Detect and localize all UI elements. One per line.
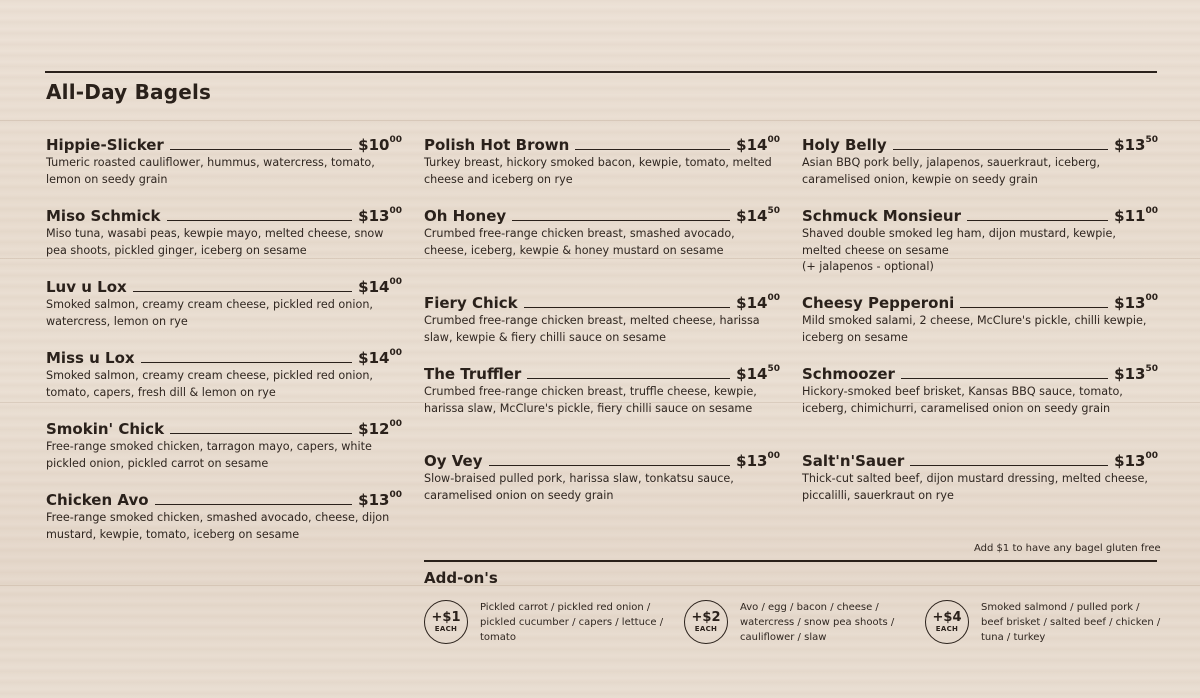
addon-group[interactable] xyxy=(925,600,1161,645)
leader-line xyxy=(512,220,730,221)
menu-item[interactable] xyxy=(46,203,402,274)
item-price: $\$13^{00}$ xyxy=(358,490,402,509)
item-name: Schmuck Monsieur xyxy=(802,207,962,225)
item-name: Luv u Lox xyxy=(46,278,127,296)
menu-item[interactable] xyxy=(46,487,402,558)
addon-divider xyxy=(424,560,1157,562)
menu-column-3 xyxy=(802,132,1158,519)
item-note: (+ jalapenos - optional) xyxy=(802,260,934,273)
item-name: Salt'n'Sauer xyxy=(802,452,905,470)
item-description: Thick-cut salted beef, dijon mustard dressing, melted cheese, piccalilli, sauerkraut on rye xyxy=(802,472,1148,502)
leader-line xyxy=(910,465,1108,466)
menu-item[interactable] xyxy=(424,448,780,519)
badge-each: EACH xyxy=(694,624,718,633)
menu-item[interactable] xyxy=(424,361,780,448)
item-name: Miss u Lox xyxy=(46,349,135,367)
badge-price: +$4 xyxy=(932,609,962,625)
leader-line xyxy=(489,465,731,466)
leader-line xyxy=(141,362,353,363)
menu-item[interactable] xyxy=(424,290,780,361)
addon-group[interactable] xyxy=(684,600,910,645)
addon-items: Smoked salmond / pulled pork / beef brisket / salted beef / chicken / tuna / turkey xyxy=(981,602,1161,643)
leader-line xyxy=(170,433,352,434)
item-price: $\$14^{50}$ xyxy=(736,364,780,383)
menu-item[interactable] xyxy=(802,290,1158,361)
leader-line xyxy=(527,378,730,379)
price-badge xyxy=(925,600,969,644)
badge-price: +$1 xyxy=(431,609,461,625)
menu-column-1 xyxy=(46,132,402,558)
price-badge xyxy=(424,600,468,644)
leader-line xyxy=(170,149,352,150)
gluten-free-note: Add $1 to have any bagel gluten free xyxy=(974,543,1161,554)
item-price: $\$13^{00}$ xyxy=(1114,451,1158,470)
item-name: Chicken Avo xyxy=(46,491,149,509)
menu-item[interactable] xyxy=(802,132,1158,203)
item-description: Smoked salmon, creamy cream cheese, pickled red onion, watercress, lemon on rye xyxy=(46,298,373,328)
item-description: Crumbed free-range chicken breast, smashed avocado, cheese, iceberg, kewpie & honey mustard on sesame xyxy=(424,227,735,257)
menu-item[interactable] xyxy=(802,448,1158,519)
leader-line xyxy=(893,149,1108,150)
section-title: All-Day Bagels xyxy=(46,80,212,104)
menu-column-2 xyxy=(424,132,780,519)
menu-item[interactable] xyxy=(802,361,1158,448)
item-description: Mild smoked salami, 2 cheese, McClure's pickle, chilli kewpie, iceberg on sesame xyxy=(802,314,1147,344)
leader-line xyxy=(133,291,352,292)
item-description: Free-range smoked chicken, smashed avocado, cheese, dijon mustard, kewpie, tomato, iceberg on sesame xyxy=(46,511,390,541)
item-price: $\$14^{50}$ xyxy=(736,206,780,225)
item-price: $\$14^{00}$ xyxy=(736,135,780,154)
menu-item[interactable] xyxy=(46,416,402,487)
item-price: $\$10^{00}$ xyxy=(358,135,402,154)
badge-each: EACH xyxy=(434,624,458,633)
item-description: Miso tuna, wasabi peas, kewpie mayo, melted cheese, snow pea shoots, pickled ginger, iceberg on sesame xyxy=(46,227,384,257)
item-price: $\$13^{00}$ xyxy=(1114,293,1158,312)
addon-items: Avo / egg / bacon / cheese / watercress / snow pea shoots / cauliflower / slaw xyxy=(740,602,895,643)
leader-line xyxy=(960,307,1108,308)
item-name: Oh Honey xyxy=(424,207,507,225)
addon-group[interactable] xyxy=(424,600,670,645)
menu-item[interactable] xyxy=(46,132,402,203)
wood-grain-line xyxy=(0,120,1200,121)
leader-line xyxy=(155,504,353,505)
item-name: Holy Belly xyxy=(802,136,887,154)
leader-line xyxy=(901,378,1108,379)
item-description: Smoked salmon, creamy cream cheese, pickled red onion, tomato, capers, fresh dill & lemon on rye xyxy=(46,369,373,399)
menu-item[interactable] xyxy=(46,345,402,416)
item-description: Free-range smoked chicken, tarragon mayo, capers, white pickled onion, pickled carrot on sesame xyxy=(46,440,372,470)
item-name: Polish Hot Brown xyxy=(424,136,570,154)
item-description: Hickory-smoked beef brisket, Kansas BBQ sauce, tomato, iceberg, chimichurri, caramelised onion on seedy grain xyxy=(802,385,1123,415)
item-price: $\$12^{00}$ xyxy=(358,419,402,438)
wood-grain-line xyxy=(0,585,1200,586)
item-price: $\$14^{00}$ xyxy=(358,348,402,367)
item-price: $\$13^{50}$ xyxy=(1114,135,1158,154)
item-name: Schmoozer xyxy=(802,365,895,383)
item-price: $\$14^{00}$ xyxy=(358,277,402,296)
leader-line xyxy=(167,220,353,221)
menu-item[interactable] xyxy=(802,203,1158,290)
item-name: Smokin' Chick xyxy=(46,420,165,438)
price-badge xyxy=(684,600,728,644)
item-price: $\$11^{00}$ xyxy=(1114,206,1158,225)
menu-item[interactable] xyxy=(424,132,780,203)
item-description: Slow-braised pulled pork, harissa slaw, tonkatsu sauce, caramelised onion on seedy grain xyxy=(424,472,734,502)
item-description: Asian BBQ pork belly, jalapenos, sauerkraut, iceberg, caramelised onion, kewpie on seedy grain xyxy=(802,156,1101,186)
item-price: $\$13^{00}$ xyxy=(358,206,402,225)
item-price: $\$13^{50}$ xyxy=(1114,364,1158,383)
addon-title: Add-on's xyxy=(424,569,498,587)
item-price: $\$13^{00}$ xyxy=(736,451,780,470)
leader-line xyxy=(575,149,730,150)
item-price: $\$14^{00}$ xyxy=(736,293,780,312)
leader-line xyxy=(524,307,731,308)
badge-price: +$2 xyxy=(691,609,721,625)
item-description: Tumeric roasted cauliflower, hummus, watercress, tomato, lemon on seedy grain xyxy=(46,156,375,186)
item-description: Crumbed free-range chicken breast, truffle cheese, kewpie, harissa slaw, McClure's pickle, fiery chilli sauce on sesame xyxy=(424,385,757,415)
item-name: Hippie-Slicker xyxy=(46,136,164,154)
item-description: Shaved double smoked leg ham, dijon mustard, kewpie, melted cheese on sesame (+ jalapenos - optional) xyxy=(802,227,1116,273)
leader-line xyxy=(967,220,1108,221)
top-divider xyxy=(45,71,1157,73)
item-name: Cheesy Pepperoni xyxy=(802,294,955,312)
menu-item[interactable] xyxy=(46,274,402,345)
badge-each: EACH xyxy=(935,624,959,633)
item-description: Crumbed free-range chicken breast, melted cheese, harissa slaw, kewpie & fiery chilli sauce on sesame xyxy=(424,314,760,344)
addon-items: Pickled carrot / pickled red onion / pickled cucumber / capers / lettuce / tomato xyxy=(480,602,664,643)
item-description: Turkey breast, hickory smoked bacon, kewpie, tomato, melted cheese and iceberg on rye xyxy=(424,156,772,186)
item-name: Oy Vey xyxy=(424,452,483,470)
item-name: Fiery Chick xyxy=(424,294,518,312)
item-name: Miso Schmick xyxy=(46,207,161,225)
item-name: The Truffler xyxy=(424,365,522,383)
menu-item[interactable] xyxy=(424,203,780,290)
